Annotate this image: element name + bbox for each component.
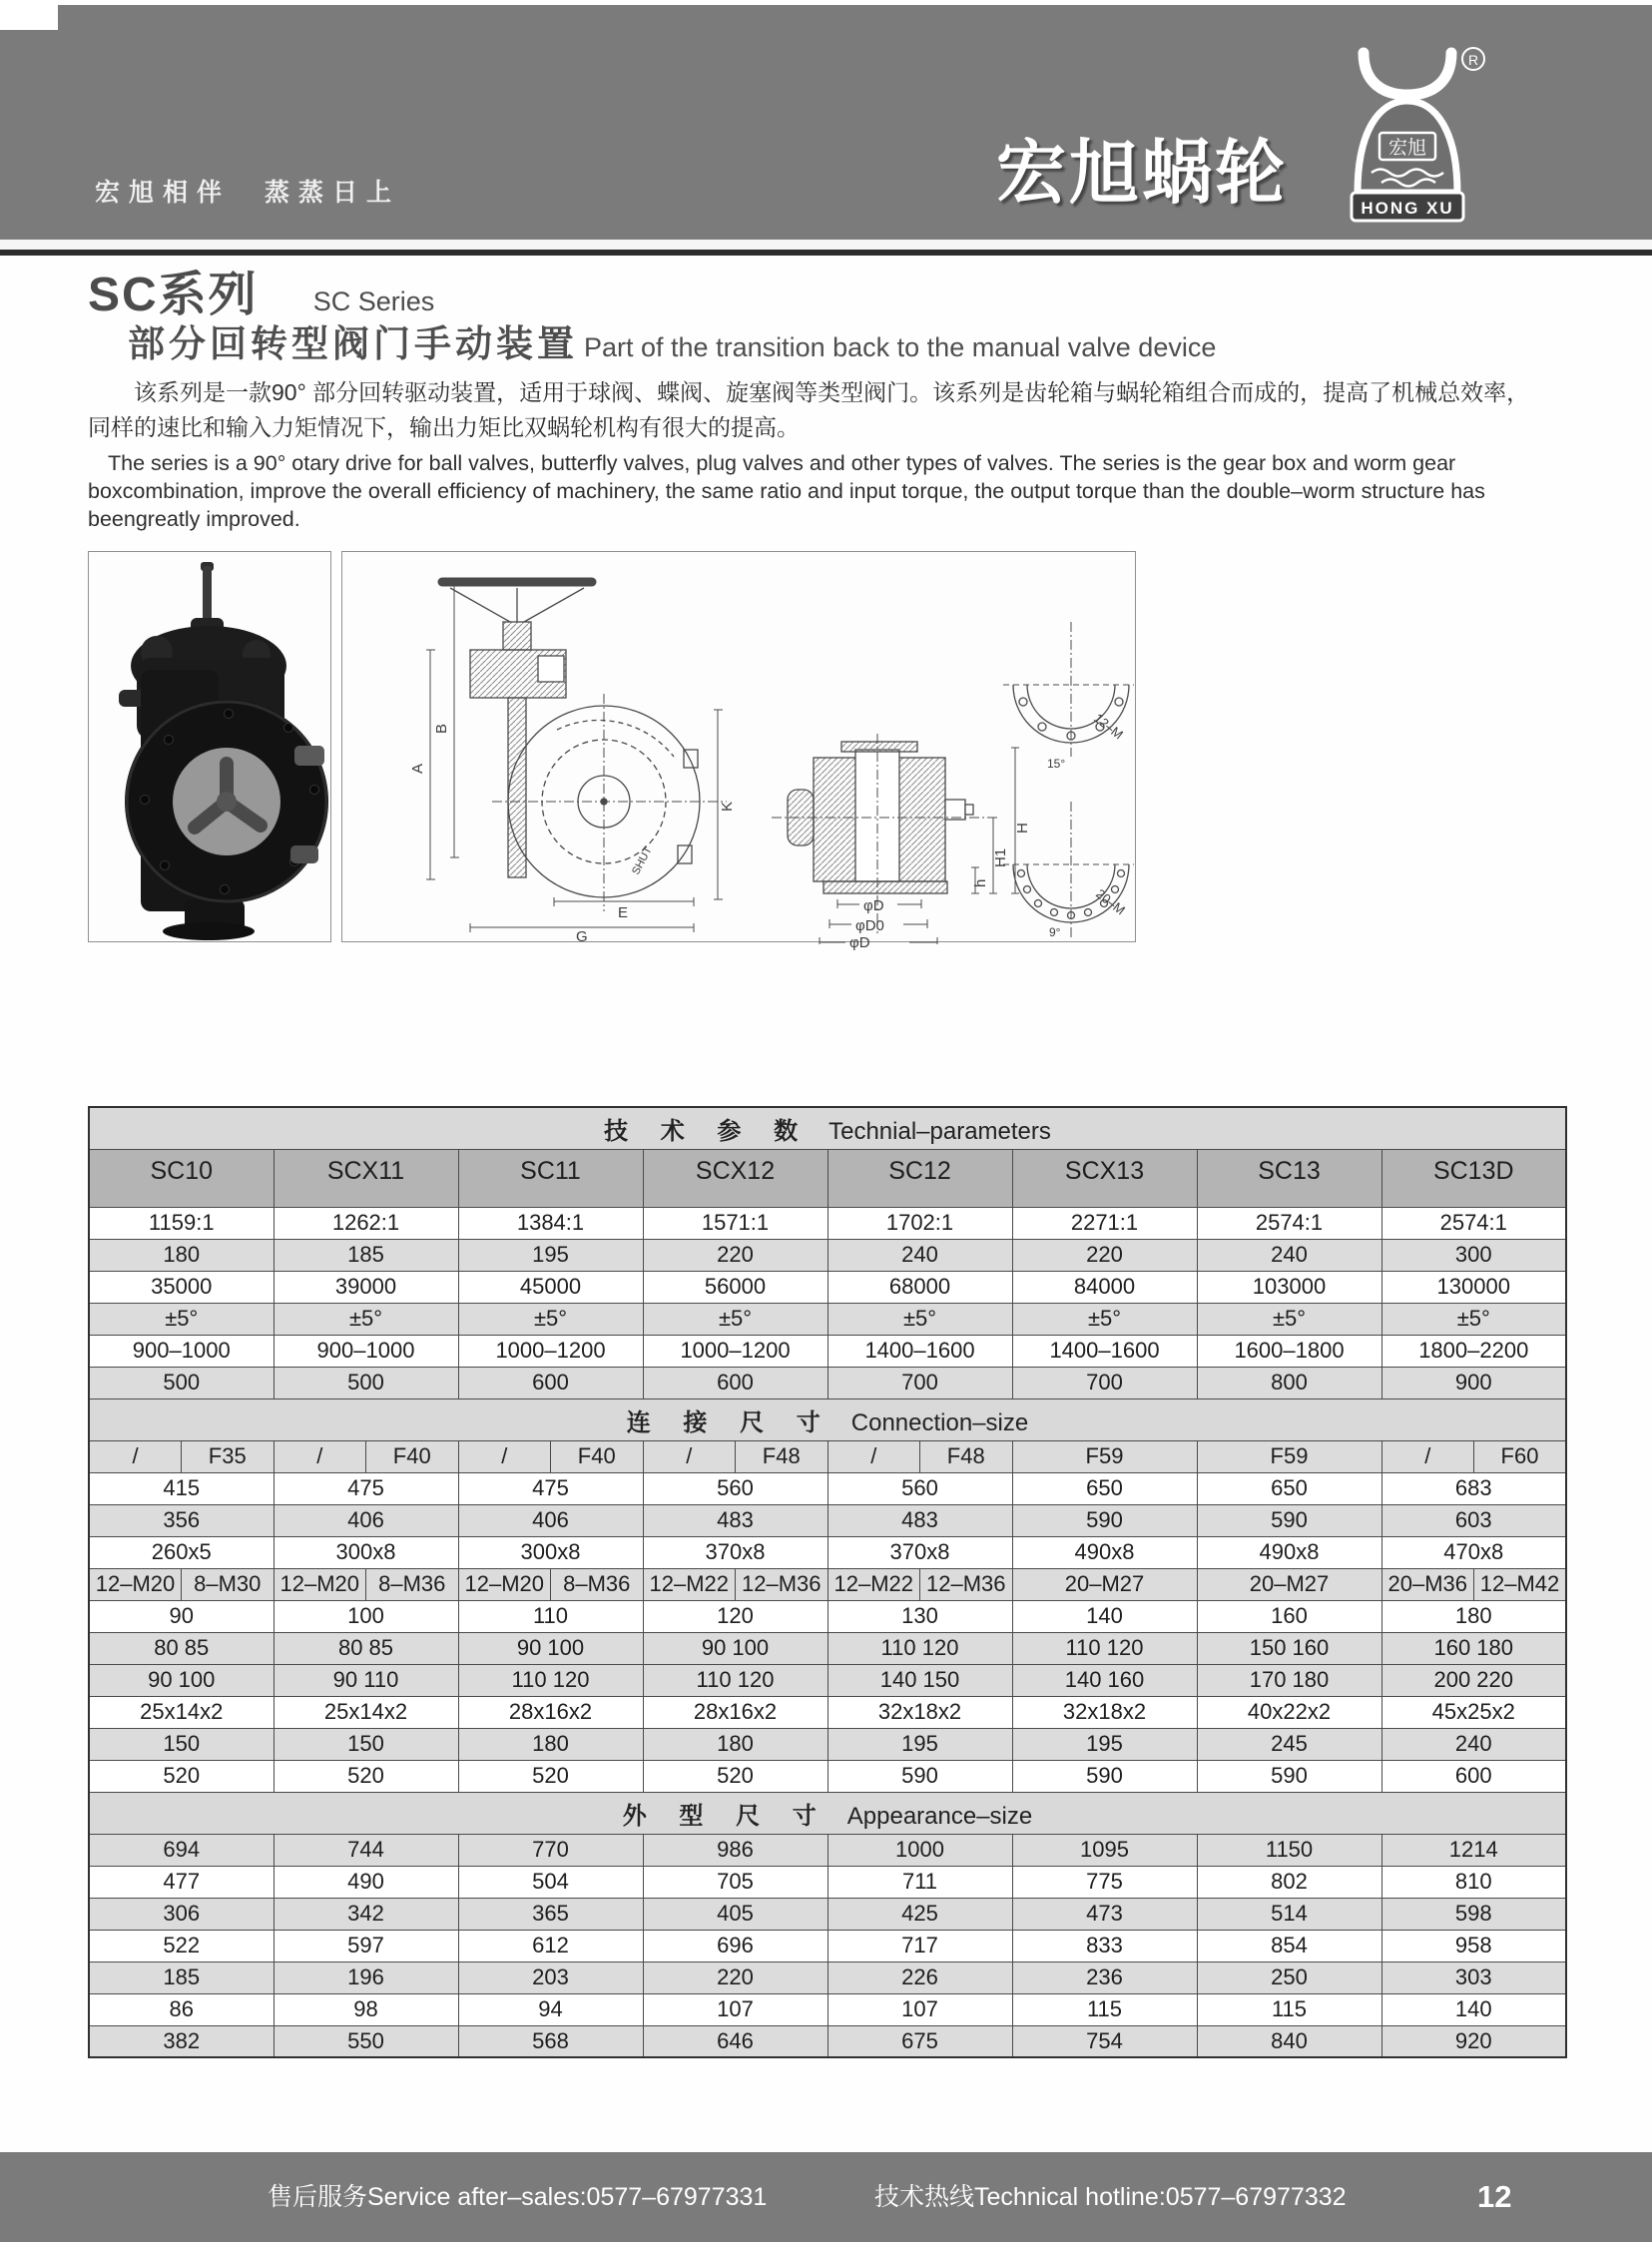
table-cell: 356 — [89, 1504, 274, 1536]
table-cell: 700 — [1012, 1367, 1197, 1399]
table-cell: 300x8 — [274, 1536, 458, 1568]
table-cell: 958 — [1381, 1930, 1566, 1962]
table-row — [89, 1239, 1566, 1271]
table-row — [89, 1472, 1566, 1504]
table-cell: 20–M27 — [1197, 1568, 1381, 1600]
table-cell: 195 — [1012, 1728, 1197, 1760]
table-cell: 160 — [1197, 1600, 1381, 1632]
table-cell: F59 — [1012, 1440, 1197, 1472]
column-header: SC13 — [1197, 1149, 1381, 1207]
table-row — [89, 1303, 1566, 1335]
dim-label-E: E — [618, 904, 629, 921]
dim-label-dD: φD — [863, 897, 884, 914]
table-cell: 110 120 — [643, 1664, 827, 1696]
table-cell: 300 — [1381, 1239, 1566, 1271]
table-cell: 110 — [458, 1600, 643, 1632]
table-cell: 20–M27 — [1012, 1568, 1197, 1600]
technical-hotline-phone: 技术热线Technical hotline:0577–67977332 — [874, 2183, 1347, 2211]
header-separator-light — [0, 240, 1652, 250]
table-cell: 800 — [1197, 1367, 1381, 1399]
table-cell: ±5° — [643, 1303, 827, 1335]
table-cell: 470x8 — [1381, 1536, 1566, 1568]
column-header: SCX13 — [1012, 1149, 1197, 1207]
page-footer — [0, 2152, 1652, 2242]
dim-label-A: A — [409, 763, 426, 774]
table-cell: 130000 — [1381, 1271, 1566, 1303]
table-row — [89, 1834, 1566, 1866]
table-cell: 1095 — [1012, 1834, 1197, 1866]
table-cell: 675 — [827, 2025, 1012, 2057]
table-row — [89, 1504, 1566, 1536]
table-cell: / — [827, 1440, 920, 1472]
table-cell: 1000 — [827, 1834, 1012, 1866]
table-row — [89, 1440, 1566, 1472]
table-cell: 140 150 — [827, 1664, 1012, 1696]
table-cell: 12–M20 — [274, 1568, 366, 1600]
series-title-cn: SC系列 — [88, 269, 259, 321]
table-cell: 226 — [827, 1962, 1012, 1993]
table-row — [89, 2025, 1566, 2057]
table-cell: 12–M22 — [827, 1568, 920, 1600]
table-cell: 833 — [1012, 1930, 1197, 1962]
table-cell: 483 — [643, 1504, 827, 1536]
table-row — [89, 1207, 1566, 1239]
table-cell: 477 — [89, 1866, 274, 1898]
table-cell: 775 — [1012, 1866, 1197, 1898]
table-cell: 754 — [1012, 2025, 1197, 2057]
subtitle-cn: 部分回转型阀门手动装置 — [128, 323, 578, 364]
table-row — [89, 1760, 1566, 1792]
table-cell: 475 — [458, 1472, 643, 1504]
table-cell: 483 — [827, 1504, 1012, 1536]
table-cell: 2574:1 — [1381, 1207, 1566, 1239]
table-cell: 110 120 — [1012, 1632, 1197, 1664]
table-cell: 900 — [1381, 1367, 1566, 1399]
table-row — [89, 1993, 1566, 2025]
table-row — [89, 1568, 1566, 1600]
series-title-en: SC Series — [312, 286, 435, 316]
table-cell: 240 — [1197, 1239, 1381, 1271]
table-cell: 140 — [1381, 1993, 1566, 2025]
table-row — [89, 1149, 1566, 1207]
table-cell: 45x25x2 — [1381, 1696, 1566, 1728]
table-cell: 98 — [274, 1993, 458, 2025]
table-cell: 200 220 — [1381, 1664, 1566, 1696]
dim-label-H: H — [1014, 823, 1031, 834]
table-cell: 56000 — [643, 1271, 827, 1303]
dim-label-G: G — [576, 928, 588, 945]
table-cell: ±5° — [458, 1303, 643, 1335]
dial-shut-label: SHUT — [630, 844, 655, 877]
table-cell: 1000–1200 — [458, 1335, 643, 1367]
table-cell: 590 — [1197, 1504, 1381, 1536]
table-cell: 520 — [458, 1760, 643, 1792]
table-cell: 1400–1600 — [1012, 1335, 1197, 1367]
table-cell: 240 — [1381, 1728, 1566, 1760]
technical-drawing — [342, 552, 1134, 951]
table-row — [89, 1664, 1566, 1696]
table-cell: ±5° — [89, 1303, 274, 1335]
table-cell: 90 110 — [274, 1664, 458, 1696]
table-cell: 300x8 — [458, 1536, 643, 1568]
table-cell: 370x8 — [643, 1536, 827, 1568]
table-cell: 12–M36 — [920, 1568, 1013, 1600]
column-header: SC11 — [458, 1149, 643, 1207]
table-row — [89, 1728, 1566, 1760]
table-cell: 150 — [89, 1728, 274, 1760]
table-cell: 1214 — [1381, 1834, 1566, 1866]
table-cell: F48 — [920, 1440, 1013, 1472]
table-cell: 185 — [89, 1962, 274, 1993]
table-cell: 220 — [1012, 1239, 1197, 1271]
table-cell: 600 — [1381, 1760, 1566, 1792]
table-cell: 650 — [1012, 1472, 1197, 1504]
table-cell: 1150 — [1197, 1834, 1381, 1866]
table-cell: 590 — [1012, 1760, 1197, 1792]
table-cell: 590 — [827, 1760, 1012, 1792]
table-cell: 40x22x2 — [1197, 1696, 1381, 1728]
table-cell: 568 — [458, 2025, 643, 2057]
table-cell: 342 — [274, 1898, 458, 1930]
table-cell: 306 — [89, 1898, 274, 1930]
table-cell: 25x14x2 — [89, 1696, 274, 1728]
table-cell: F48 — [736, 1440, 828, 1472]
table-cell: 32x18x2 — [827, 1696, 1012, 1728]
table-cell: 32x18x2 — [1012, 1696, 1197, 1728]
angle-label-15: 15° — [1047, 757, 1066, 771]
table-row — [89, 1866, 1566, 1898]
table-cell: 12–M20 — [89, 1568, 182, 1600]
table-cell: 600 — [643, 1367, 827, 1399]
column-header: SCX12 — [643, 1149, 827, 1207]
table-cell: 717 — [827, 1930, 1012, 1962]
table-cell: 115 — [1197, 1993, 1381, 2025]
table-cell: 744 — [274, 1834, 458, 1866]
table-row — [89, 1696, 1566, 1728]
table-cell: 646 — [643, 2025, 827, 2057]
section-title-en: Technial–parameters — [828, 1117, 1051, 1145]
table-cell: 490 — [274, 1866, 458, 1898]
table-cell: 365 — [458, 1898, 643, 1930]
table-cell: 854 — [1197, 1930, 1381, 1962]
table-cell: 203 — [458, 1962, 643, 1993]
table-cell: / — [1381, 1440, 1474, 1472]
table-cell: 28x16x2 — [458, 1696, 643, 1728]
table-cell: 500 — [274, 1367, 458, 1399]
subtitle-row — [128, 313, 1216, 367]
table-cell: 840 — [1197, 2025, 1381, 2057]
table-cell: 8–M36 — [366, 1568, 459, 1600]
table-cell: 382 — [89, 2025, 274, 2057]
table-cell: 130 — [827, 1600, 1012, 1632]
page-header — [0, 5, 1652, 240]
table-cell: 597 — [274, 1930, 458, 1962]
table-cell: 12–M20 — [458, 1568, 551, 1600]
scan-corner-notch — [0, 0, 58, 30]
table-cell: 696 — [643, 1930, 827, 1962]
after-sales-phone: 售后服务Service after–sales:0577–67977331 — [268, 2183, 768, 2211]
table-cell: 520 — [89, 1760, 274, 1792]
section-title-cn: 技 术 参 数 — [604, 1117, 812, 1145]
table-cell: 180 — [643, 1728, 827, 1760]
table-cell: 28x16x2 — [643, 1696, 827, 1728]
table-cell: 150 — [274, 1728, 458, 1760]
table-cell: 1571:1 — [643, 1207, 827, 1239]
column-header: SC13D — [1381, 1149, 1566, 1207]
table-cell: 195 — [827, 1728, 1012, 1760]
table-cell: 12–M36 — [736, 1568, 828, 1600]
dim-label-H1: H1 — [992, 847, 1009, 867]
table-cell: 100 — [274, 1600, 458, 1632]
table-cell: 110 120 — [458, 1664, 643, 1696]
table-cell: 2574:1 — [1197, 1207, 1381, 1239]
table-cell: 8–M36 — [551, 1568, 644, 1600]
table-cell: 1262:1 — [274, 1207, 458, 1239]
table-cell: 520 — [643, 1760, 827, 1792]
table-cell: 220 — [643, 1239, 827, 1271]
table-cell: 590 — [1012, 1504, 1197, 1536]
table-cell: 1702:1 — [827, 1207, 1012, 1239]
table-cell: 700 — [827, 1367, 1012, 1399]
svg-text:R: R — [1467, 52, 1479, 68]
table-cell: 500 — [89, 1367, 274, 1399]
table-row — [89, 1898, 1566, 1930]
description-cn-line1: 该系列是一款90° 部分回转驱动装置，适用于球阀、蝶阀、旋塞阀等类型阀门。该系列是齿轮箱与蜗轮箱组合而成的，提高了机械总效率， — [134, 379, 1530, 405]
table-row — [89, 1792, 1566, 1834]
section-title-cn: 外 型 尺 寸 — [622, 1802, 829, 1830]
spec-table — [88, 1106, 1567, 2058]
logo-mark-text: 宏旭 — [1387, 138, 1427, 159]
table-cell: 711 — [827, 1866, 1012, 1898]
table-cell: 520 — [274, 1760, 458, 1792]
angle-label-9: 9° — [1049, 925, 1061, 939]
table-cell: 1800–2200 — [1381, 1335, 1566, 1367]
table-cell: F40 — [366, 1440, 459, 1472]
table-cell: 550 — [274, 2025, 458, 2057]
table-cell: / — [458, 1440, 551, 1472]
product-photo — [89, 552, 329, 940]
table-cell: 236 — [1012, 1962, 1197, 1993]
table-cell: 107 — [827, 1993, 1012, 2025]
dim-label-h: h — [972, 878, 989, 887]
table-cell: 195 — [458, 1239, 643, 1271]
table-cell: 260x5 — [89, 1536, 274, 1568]
technical-drawing-panel — [341, 551, 1136, 951]
table-cell: 115 — [1012, 1993, 1197, 2025]
table-cell: 303 — [1381, 1962, 1566, 1993]
table-cell: 150 160 — [1197, 1632, 1381, 1664]
section-header — [89, 1107, 1566, 1149]
table-cell: / — [89, 1440, 182, 1472]
table-cell: 406 — [274, 1504, 458, 1536]
table-cell: 250 — [1197, 1962, 1381, 1993]
bolt-label-12M: 12–M — [1091, 710, 1127, 743]
table-cell: 103000 — [1197, 1271, 1381, 1303]
dim-label-dD0: φD0 — [855, 917, 884, 934]
table-cell: 504 — [458, 1866, 643, 1898]
table-cell: 240 — [827, 1239, 1012, 1271]
table-row — [89, 1600, 1566, 1632]
table-row — [89, 1271, 1566, 1303]
table-cell: F59 — [1197, 1440, 1381, 1472]
table-cell: 770 — [458, 1834, 643, 1866]
dim-label-dD2: φD — [849, 934, 870, 951]
table-cell: 25x14x2 — [274, 1696, 458, 1728]
description-cn-line2: 同样的速比和输入力矩情况下，输出力矩比双蜗轮机构有很大的提高。 — [88, 414, 800, 440]
column-header: SCX11 — [274, 1149, 458, 1207]
brand-tagline: 宏旭相伴 蒸蒸日上 — [95, 179, 401, 207]
table-cell: ±5° — [1381, 1303, 1566, 1335]
column-header: SC12 — [827, 1149, 1012, 1207]
table-cell: 196 — [274, 1962, 458, 1993]
table-cell: 650 — [1197, 1472, 1381, 1504]
table-cell: 405 — [643, 1898, 827, 1930]
table-cell: 35000 — [89, 1271, 274, 1303]
table-cell: 84000 — [1012, 1271, 1197, 1303]
table-cell: 140 — [1012, 1600, 1197, 1632]
spec-table-body — [89, 1107, 1566, 2057]
table-cell: ±5° — [1197, 1303, 1381, 1335]
dim-label-K: K — [719, 801, 736, 812]
table-cell: ±5° — [274, 1303, 458, 1335]
table-cell: 245 — [1197, 1728, 1381, 1760]
table-cell: 900–1000 — [89, 1335, 274, 1367]
table-row — [89, 1367, 1566, 1399]
table-cell: 560 — [827, 1472, 1012, 1504]
table-cell: 107 — [643, 1993, 827, 2025]
table-cell: 90 100 — [89, 1664, 274, 1696]
table-row — [89, 1536, 1566, 1568]
table-cell: 1000–1200 — [643, 1335, 827, 1367]
table-cell: 802 — [1197, 1866, 1381, 1898]
table-cell: 80 85 — [89, 1632, 274, 1664]
table-cell: ±5° — [1012, 1303, 1197, 1335]
table-cell: 705 — [643, 1866, 827, 1898]
table-cell: 986 — [643, 1834, 827, 1866]
table-cell: 1159:1 — [89, 1207, 274, 1239]
table-cell: 590 — [1197, 1760, 1381, 1792]
product-photo-panel — [88, 551, 331, 942]
page-number: 12 — [1477, 2179, 1512, 2214]
table-cell: 900–1000 — [274, 1335, 458, 1367]
table-row — [89, 1962, 1566, 1993]
table-cell: 180 — [89, 1239, 274, 1271]
table-cell: 39000 — [274, 1271, 458, 1303]
table-cell: 68000 — [827, 1271, 1012, 1303]
table-cell: 694 — [89, 1834, 274, 1866]
table-cell: 415 — [89, 1472, 274, 1504]
table-cell: 1600–1800 — [1197, 1335, 1381, 1367]
table-cell: 490x8 — [1012, 1536, 1197, 1568]
table-cell: 12–M42 — [1474, 1568, 1567, 1600]
table-cell: 603 — [1381, 1504, 1566, 1536]
table-cell: 180 — [1381, 1600, 1566, 1632]
table-cell: 473 — [1012, 1898, 1197, 1930]
table-cell: 522 — [89, 1930, 274, 1962]
table-cell: 90 — [89, 1600, 274, 1632]
table-cell: 86 — [89, 1993, 274, 2025]
table-cell: 683 — [1381, 1472, 1566, 1504]
table-cell: 425 — [827, 1898, 1012, 1930]
table-cell: 475 — [274, 1472, 458, 1504]
dim-label-B: B — [433, 723, 450, 734]
table-cell: 8–M30 — [182, 1568, 275, 1600]
table-cell: 1384:1 — [458, 1207, 643, 1239]
brand-logotype: 宏旭蜗轮 — [996, 134, 1288, 212]
table-cell: 514 — [1197, 1898, 1381, 1930]
table-cell: 12–M22 — [643, 1568, 736, 1600]
table-cell: 45000 — [458, 1271, 643, 1303]
table-cell: F60 — [1474, 1440, 1567, 1472]
table-cell: 90 100 — [458, 1632, 643, 1664]
table-cell: F35 — [182, 1440, 275, 1472]
logo-sub-text: HONG XU — [1361, 199, 1454, 218]
column-header: SC10 — [89, 1149, 274, 1207]
table-cell: 406 — [458, 1504, 643, 1536]
table-cell: ±5° — [827, 1303, 1012, 1335]
table-row — [89, 1399, 1566, 1440]
section-title-en: Connection–size — [850, 1408, 1029, 1436]
table-cell: 185 — [274, 1239, 458, 1271]
table-row — [89, 1930, 1566, 1962]
table-row — [89, 1107, 1566, 1149]
table-cell: 560 — [643, 1472, 827, 1504]
table-cell: 120 — [643, 1600, 827, 1632]
table-cell: 180 — [458, 1728, 643, 1760]
table-cell: 490x8 — [1197, 1536, 1381, 1568]
table-cell: 370x8 — [827, 1536, 1012, 1568]
description-cn — [88, 375, 1580, 445]
table-row — [89, 1335, 1566, 1367]
table-cell: 600 — [458, 1367, 643, 1399]
table-cell: 90 100 — [643, 1632, 827, 1664]
logo-horns-icon — [1364, 53, 1451, 95]
table-cell: 2271:1 — [1012, 1207, 1197, 1239]
section-header — [89, 1792, 1566, 1834]
table-cell: 170 180 — [1197, 1664, 1381, 1696]
table-cell: 220 — [643, 1962, 827, 1993]
table-cell: 598 — [1381, 1898, 1566, 1930]
table-cell: / — [643, 1440, 736, 1472]
table-cell: F40 — [551, 1440, 644, 1472]
table-cell: 140 160 — [1012, 1664, 1197, 1696]
section-title-en: Appearance–size — [846, 1802, 1033, 1830]
table-cell: 810 — [1381, 1866, 1566, 1898]
description-en: The series is a 90° otary drive for ball valves, butterfly valves, plug valves and other types of valves. The series is the gear box and worm gear boxcombination, improve the overall efficiency of machinery, the same ratio and input torque, the output torque than the double–worm structure has beengreatly improved. — [88, 451, 1485, 531]
table-cell: / — [274, 1440, 366, 1472]
brand-logo-icon — [1326, 41, 1495, 237]
section-title-cn: 连 接 尺 寸 — [626, 1408, 833, 1436]
table-cell: 20–M36 — [1381, 1568, 1474, 1600]
table-cell: 80 85 — [274, 1632, 458, 1664]
table-cell: 160 180 — [1381, 1632, 1566, 1664]
table-cell: 110 120 — [827, 1632, 1012, 1664]
table-cell: 1400–1600 — [827, 1335, 1012, 1367]
subtitle-en: Part of the transition back to the manual valve device — [584, 332, 1217, 362]
table-row — [89, 1632, 1566, 1664]
table-cell: 94 — [458, 1993, 643, 2025]
section-header — [89, 1399, 1566, 1440]
table-cell: 612 — [458, 1930, 643, 1962]
table-cell: 920 — [1381, 2025, 1566, 2057]
bolt-label-20M: 20–M — [1093, 885, 1129, 918]
